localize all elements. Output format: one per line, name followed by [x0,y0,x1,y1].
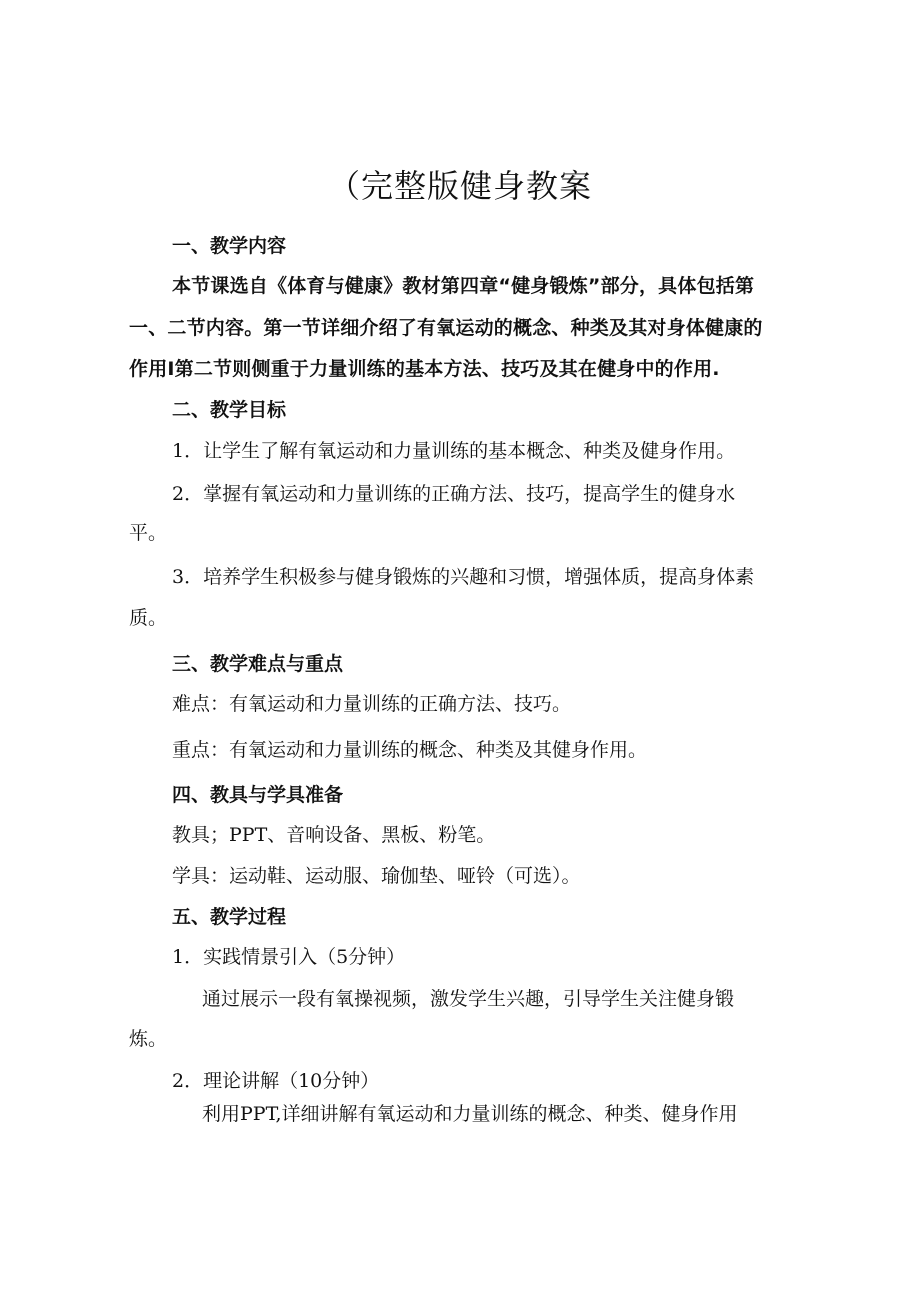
key-point-text: 重点：有氧运动和力量训练的概念、种类及其健身作用。 [172,739,648,761]
section-heading-materials: 四、教具与学具准备 [172,784,344,806]
process-step-1-line-2: 炼。 [129,1028,168,1050]
objective-item-2-line-2: 平。 [129,522,168,544]
learning-aids-text: 学具：运动鞋、运动服、瑜伽垫、哑铃（可选）。 [172,865,581,887]
teaching-aids-text: 教具；PPT、音响设备、黑板、粉笔。 [172,824,496,846]
section-heading-objectives: 二、教学目标 [172,399,287,421]
process-step-2-title: 2．理论讲解（10分钟） [172,1070,380,1092]
section-heading-process: 五、教学过程 [172,906,287,928]
difficulty-text: 难点：有氧运动和力量训练的正确方法、技巧。 [172,693,572,715]
objective-item-1: 1．让学生了解有氧运动和力量训练的基本概念、种类及健身作用。 [172,440,736,462]
objective-item-3-line-1: 3．培养学生积极参与健身锻炼的兴趣和习惯，增强体质，提高身体素 [172,566,755,588]
content-paragraph-line-3: 作用I第二节则侧重于力量训练的基本方法、技巧及其在健身中的作用. [129,358,720,380]
document-title: （完整版健身教案 [327,167,592,205]
content-paragraph-line-2: 一、二节内容。第一节详细介绍了有氧运动的概念、种类及其对身体健康的 [129,317,763,339]
objective-item-3-line-2: 质。 [129,607,168,629]
process-step-1-title: 1．实践情景引入（5分钟） [172,946,406,968]
content-paragraph-line-1: 本节课选自《体育与健康》教材第四章“健身锻炼”部分，具体包括第 [172,275,755,297]
section-heading-content: 一、教学内容 [172,235,287,257]
objective-item-2-line-1: 2．掌握有氧运动和力量训练的正确方法、技巧，提高学生的健身水 [172,483,736,505]
section-heading-difficulties: 三、教学难点与重点 [172,653,344,675]
process-step-2-line-1: 利用PPT,详细讲解有氧运动和力量训练的概念、种类、健身作用 [202,1103,738,1125]
process-step-1-line-1: 通过展示一段有氧操视频，激发学生兴趣，引导学生关注健身锻 [202,988,735,1010]
